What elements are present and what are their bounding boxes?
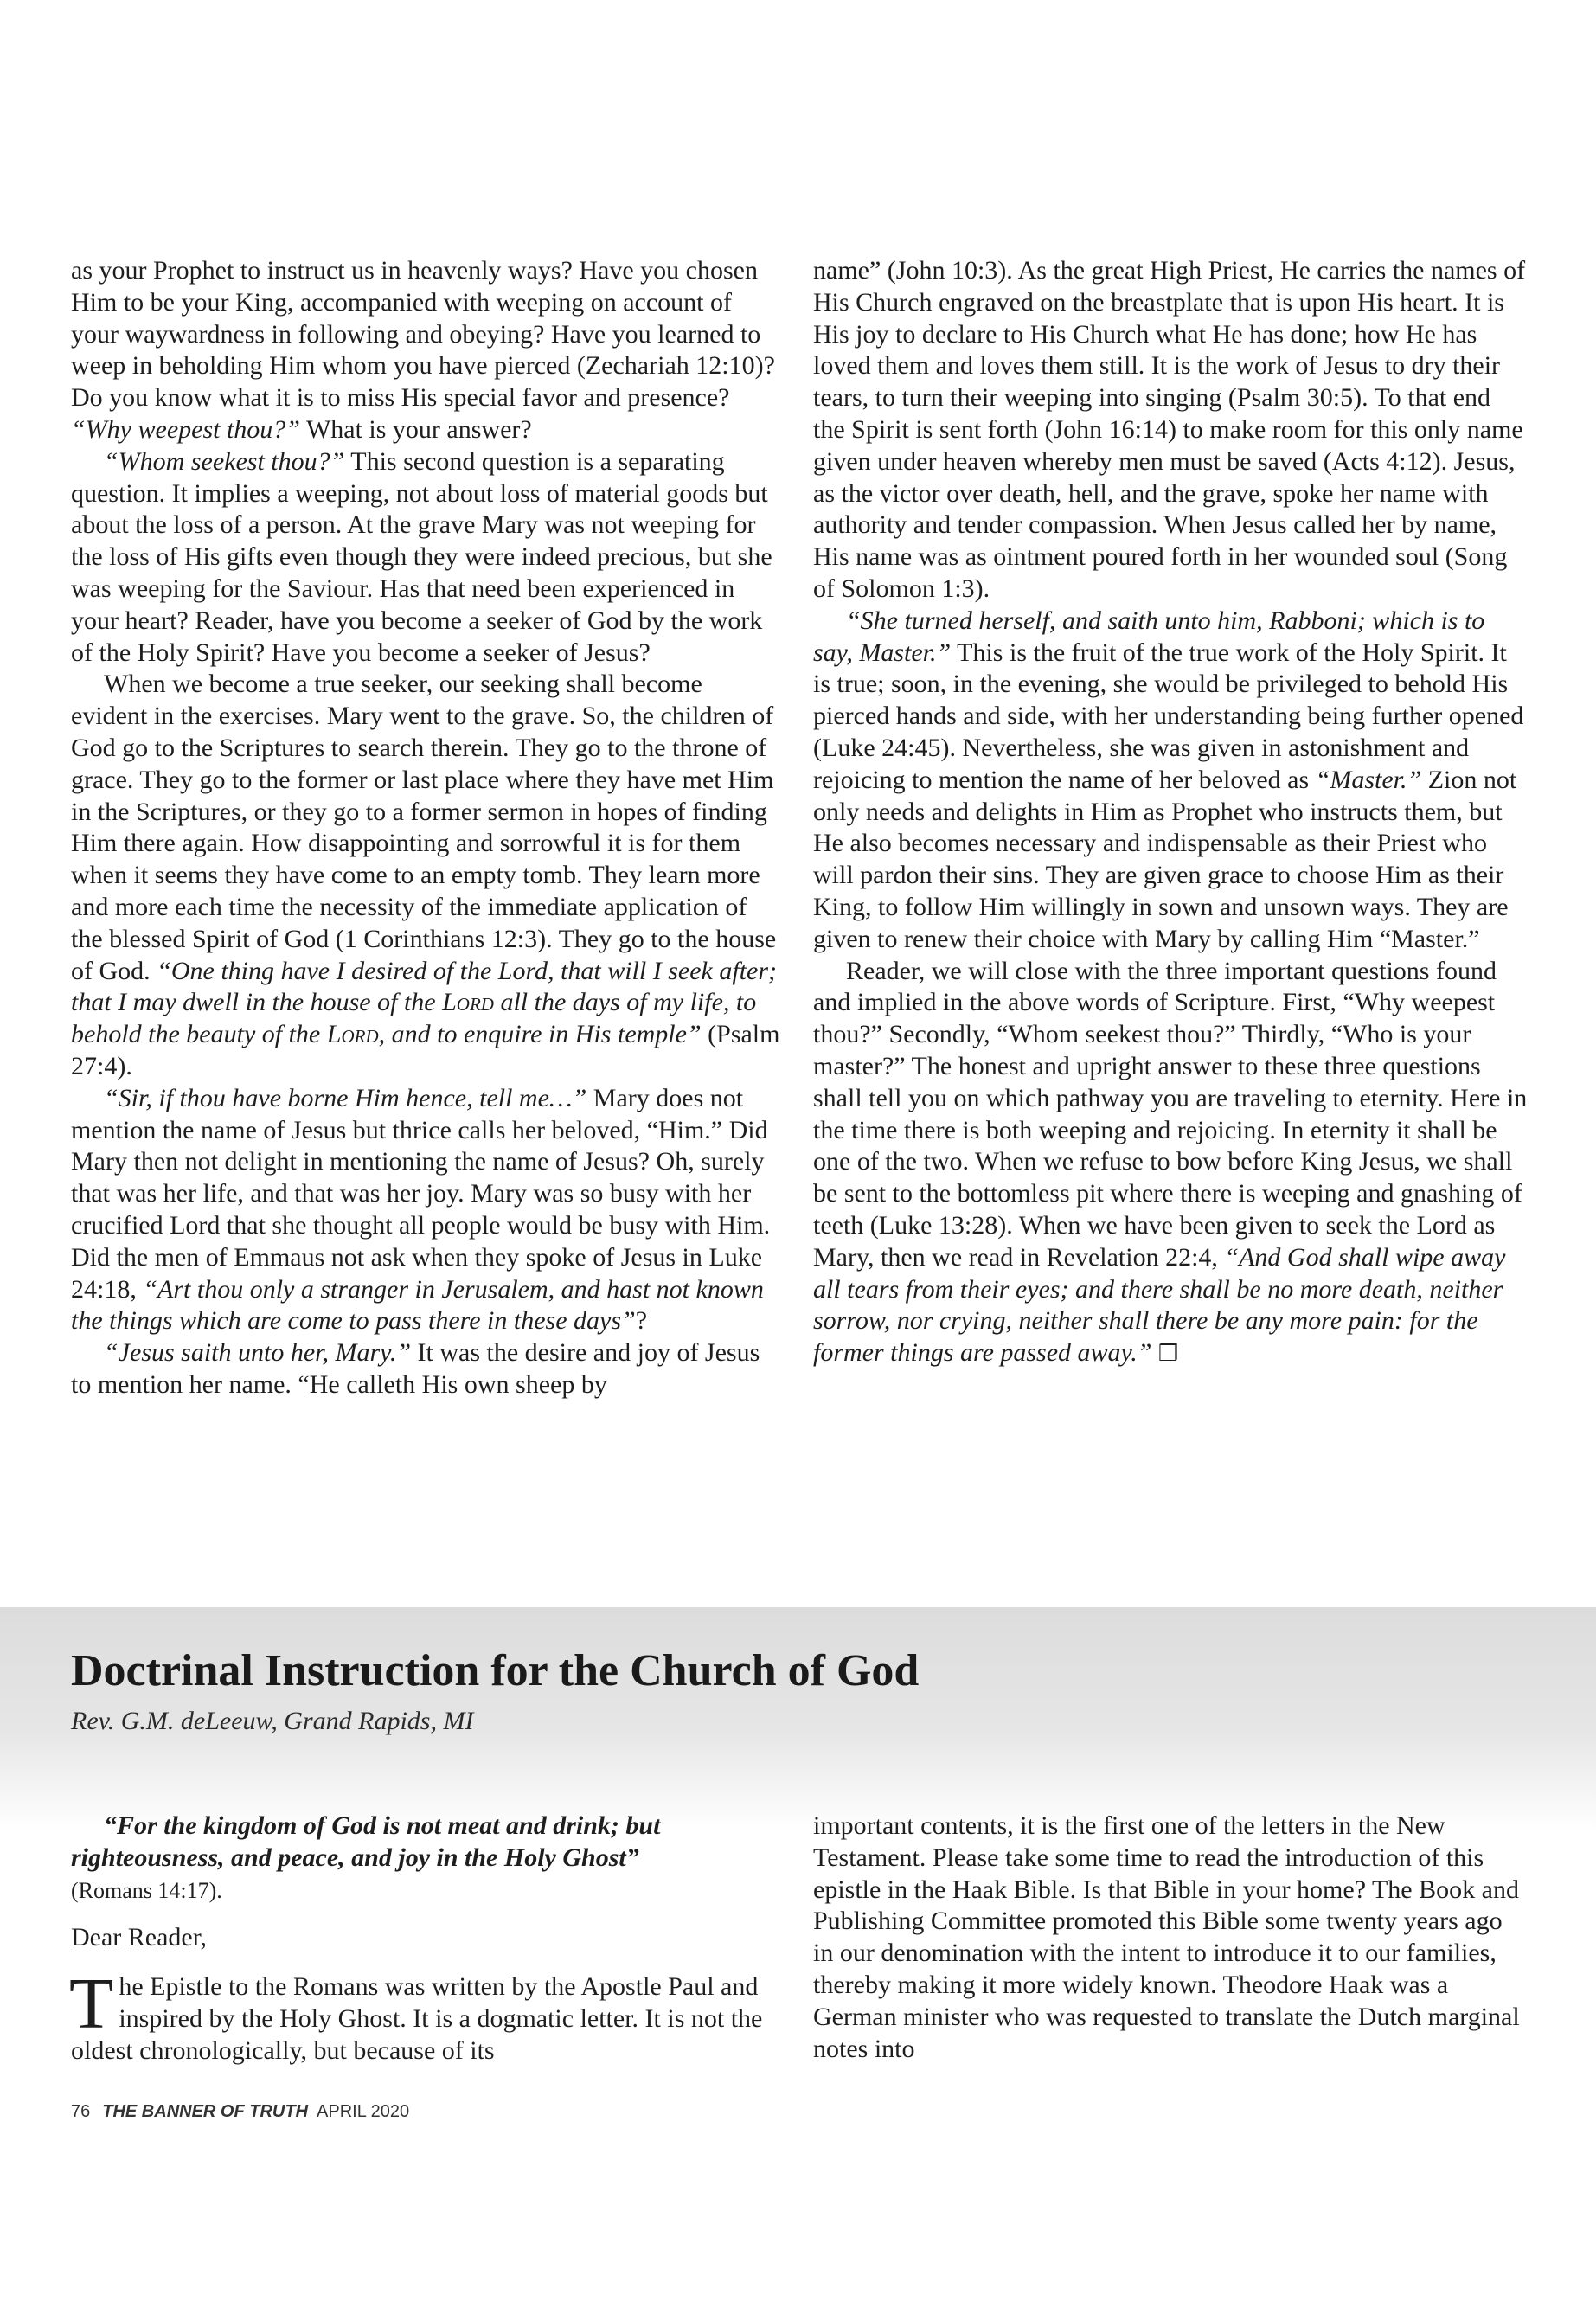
page-footer <box>71 2102 409 2122</box>
column-bottom-right <box>813 1811 1528 2065</box>
article-title: Doctrinal Instruction for the Church of God <box>71 1646 920 1695</box>
paragraph: When we become a true seeker, our seeking shall become evident in the exercises. Mary went to the grave. So, the children of God go to the Scriptures to search therein. They go to the throne of grace. They go to the former or last place where they have met Him in the Scriptures, or they go to a former sermon in hopes of finding Him there again. How disappointing and sorrowful it is for them when it seems they have come to an empty tomb. They learn more and more each time the necessity of the immediate application of the blessed Spirit of God (1 Corinthians 12:3). They go to the house of God. “One thing have I desired of the Lord, that will I seek after; that I may dwell in the house of the Lord all the days of my life, to behold the beauty of the Lord, and to enquire in His temple” (Psalm 27:4). <box>71 670 780 1080</box>
paragraph: as your Prophet to instruct us in heavenly ways? Have you chosen Him to be your King, accompanied with weeping on account of your waywardness in following and obeying? Have you learned to weep in beholding Him whom you have pierced (Zechariah 12:10)? Do you know what it is to miss His special favor and presence? “Why weepest thou?” What is your answer? <box>71 256 775 444</box>
drop-cap: T <box>69 1964 114 2045</box>
paragraph: name” (John 10:3). As the great High Priest, He carries the names of His Church engraved on the breastplate that is upon His heart. It is His joy to declare to His Church what He has done; how He has loved them and loves them still. It is the work of Jesus to dry their tears, to turn their weeping into singing (Psalm 30:5). To that end the Spirit is sent forth (John 16:14) to make room for this only name given under heaven whereby men must be saved (Acts 4:12). Jesus, as the victor over death, hell, and the grave, spoke her name with authority and tender compassion. When Jesus called her by name, His name was as ointment poured forth in her wounded soul (Song of Solomon 1:3). <box>813 256 1526 603</box>
publication-name: THE BANNER OF TRUTH <box>102 2102 309 2121</box>
article-byline: Rev. G.M. deLeeuw, Grand Rapids, MI <box>71 1707 474 1735</box>
paragraph: “She turned herself, and saith unto him, Rabboni; which is to say, Master.” This is the fruit of the true work of the Holy Spirit. It is true; soon, in the evening, she would be privileged to behold His pierced hands and side, with her understanding being further opened (Luke 24:45). Nevertheless, she was given in astonishment and rejoicing to mention the name of her beloved as “Master.” Zion not only needs and delights in Him as Prophet who instructs them, but He also becomes necessary and indispensable as their Priest who will pardon their sins. They are given grace to choose Him as their King, to follow Him willingly in sown and unsown ways. They are given to renew their choice with Mary by calling Him “Master.” <box>813 606 1524 953</box>
page-number: 76 <box>71 2102 91 2121</box>
salutation: Dear Reader, <box>71 1923 208 1952</box>
paragraph: Reader, we will close with the three important questions found and implied in the above words of Scripture. First, “Why weepest thou?” Secondly, “Whom seekest thou?” Thirdly, “Who is your master?” The honest and upright answer to these three questions shall tell you on which pathway you are traveling to eternity. Here in the time there is both weeping and rejoicing. In eternity it shall be one of the two. When we refuse to bow before King Jesus, we shall be sent to the bottomless pit where there is weeping and gnashing of teeth (Luke 13:28). When we have been given to seek the Lord as Mary, then we read in Revelation 22:4, “And God shall wipe away all tears from their eyes; and there shall be no more death, neither sorrow, nor crying, neither shall there be any more pain: for the former things are passed away.” ❒ <box>813 956 1528 1368</box>
paragraph: “Whom seekest thou?” This second question is a separating question. It implies a weeping, not about loss of material goods but about the loss of a person. At the grave Mary was not weeping for the loss of His gifts even though they were indeed precious, but she was weeping for the Saviour. Has that need been experienced in your heart? Reader, have you become a seeker of God by the work of the Holy Spirit? Have you become a seeker of Jesus? <box>71 446 772 667</box>
column-top-right <box>813 255 1528 1370</box>
paragraph: The Epistle to the Romans was written by the Apostle Paul and inspired by the Holy Ghost. It is a dogmatic letter. It is not the oldest chronologically, but because of its <box>69 1964 763 2065</box>
paragraph: “Jesus saith unto her, Mary.” It was the desire and joy of Jesus to mention her name. “He calleth His own sheep by <box>71 1338 760 1399</box>
column-bottom-left <box>71 1811 782 2067</box>
epigraph: “For the kingdom of God is not meat and drink; but righteousness, and peace, and joy in the Holy Ghost” (Romans 14:17). <box>71 1811 661 1903</box>
issue-date: APRIL 2020 <box>317 2102 410 2121</box>
end-mark-icon: ❒ <box>1157 1341 1179 1368</box>
paragraph: important contents, it is the first one of the letters in the New Testament. Please take some time to read the introduction of this epistle in the Haak Bible. Is that Bible in your home? The Book and Publishing Committee promoted this Bible some twenty years ago in our denomination with the intent to introduce it to our families, thereby making it more widely known. Theodore Haak was a German minister who was requested to translate the Dutch marginal notes into <box>813 1811 1520 2063</box>
epigraph-reference: (Romans 14:17). <box>71 1877 222 1903</box>
paragraph: “Sir, if thou have borne Him hence, tell me…” Mary does not mention the name of Jesus but thrice calls her beloved, “Him.” Did Mary then not delight in mentioning the name of Jesus? Oh, surely that was her life, and that was her joy. Mary was so busy with her crucified Lord that she thought all people would be busy with Him. Did the men of Emmaus not ask when they spoke of Jesus in Luke 24:18, “Art thou only a stranger in Jerusalem, and hast not known the things which are come to pass there in these days”? <box>71 1083 771 1336</box>
column-top-left <box>71 255 782 1401</box>
